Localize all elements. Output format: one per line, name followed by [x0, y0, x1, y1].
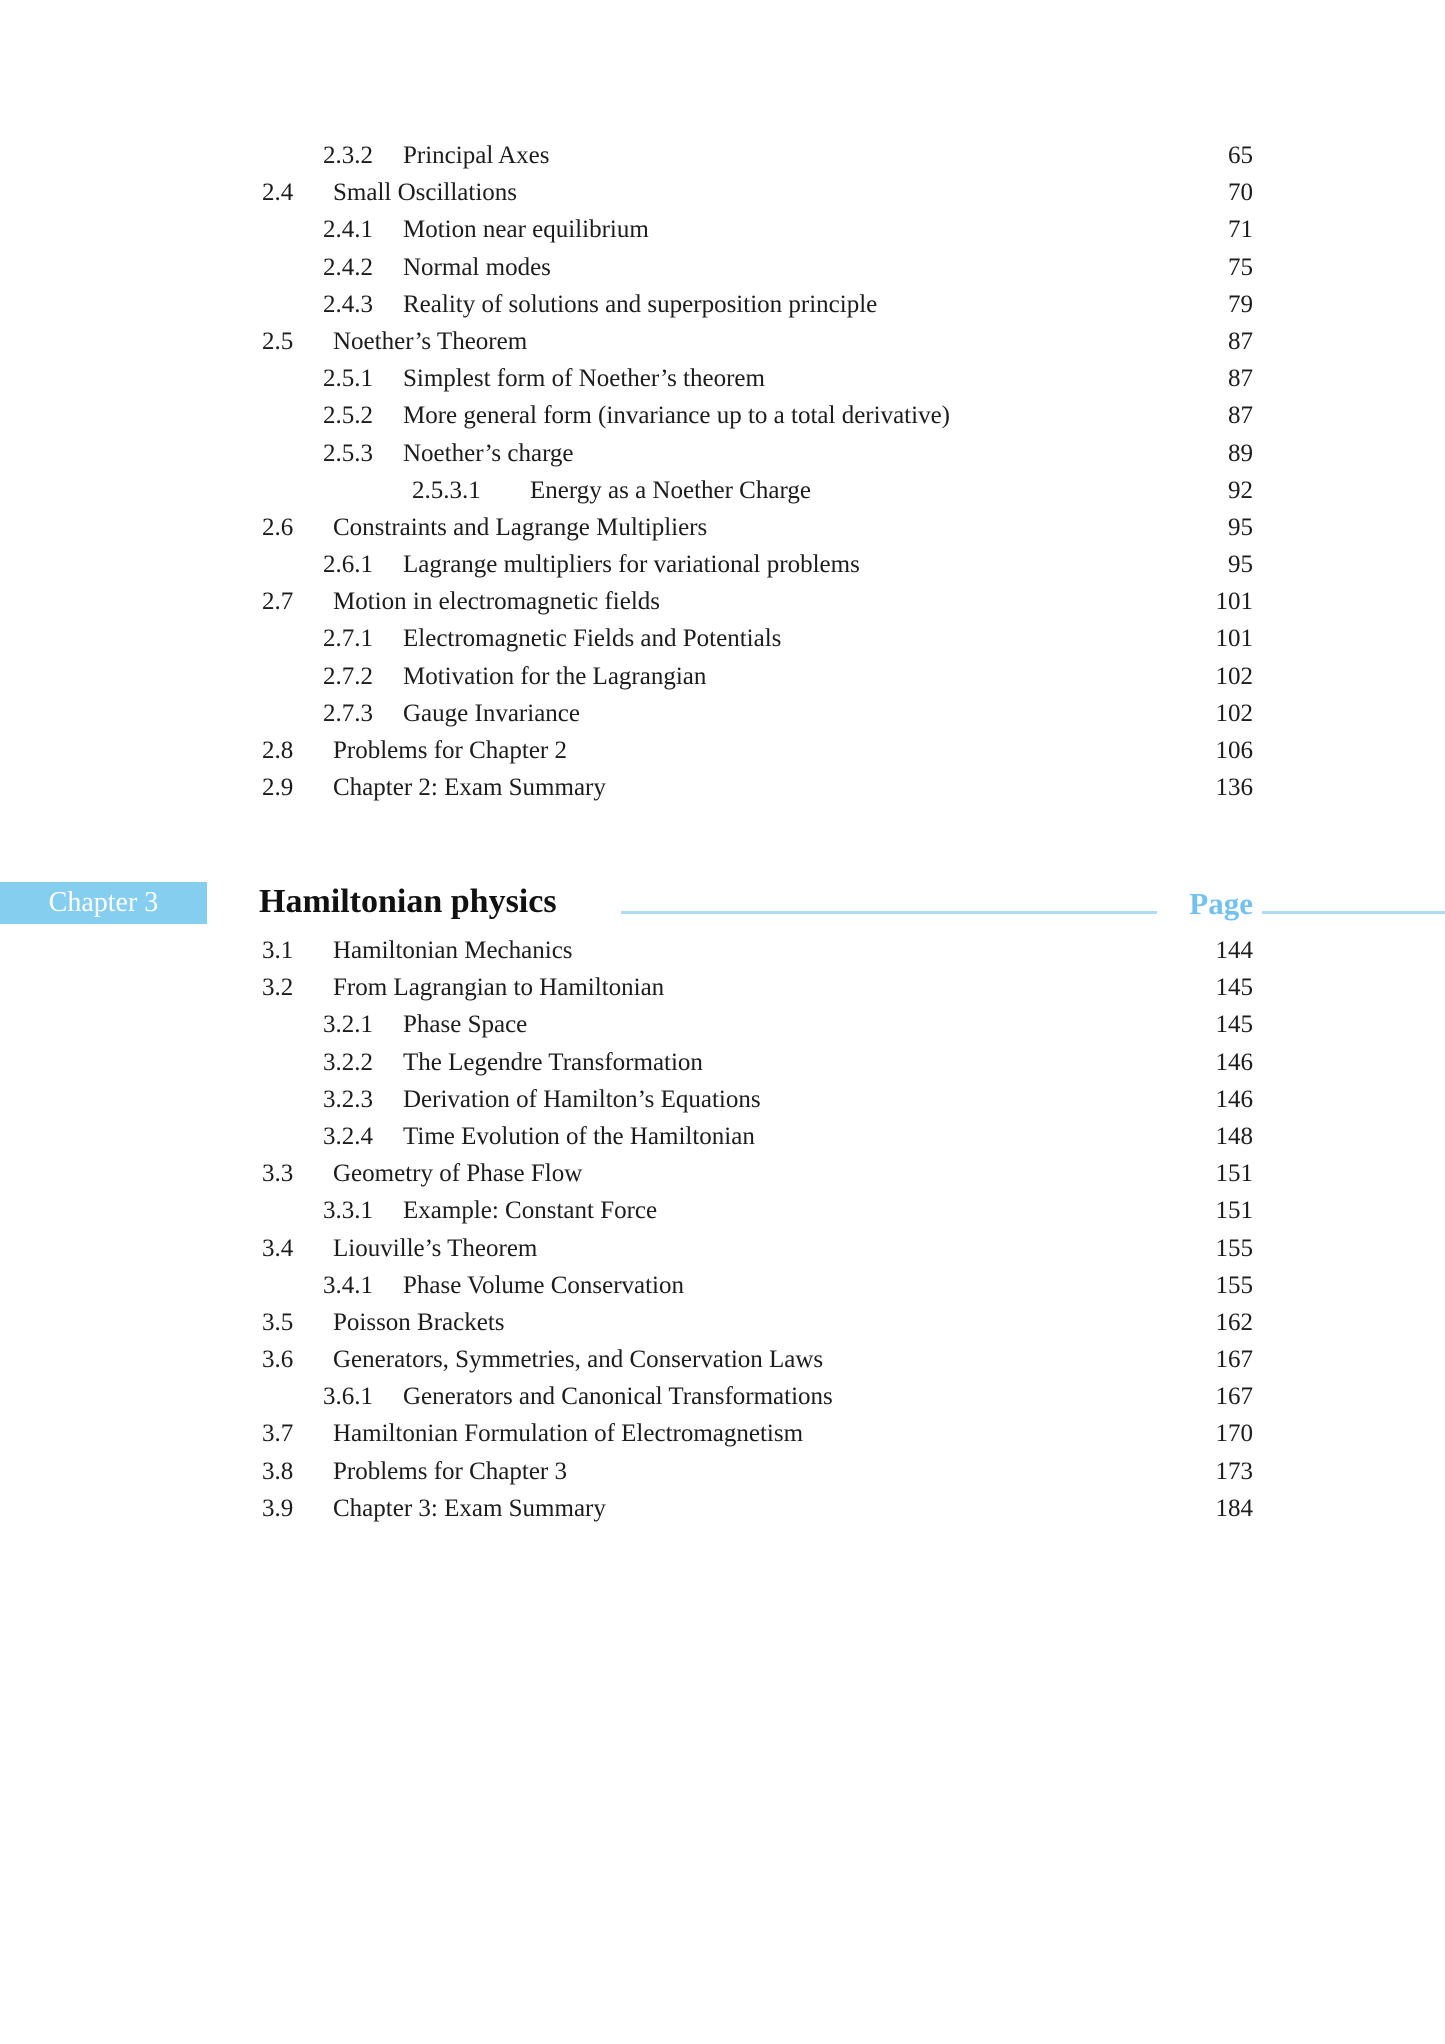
toc-entry	[0, 397, 1445, 434]
toc-entry-number: 3.6	[262, 1346, 294, 1374]
toc-entry-number: 2.5	[262, 327, 294, 355]
toc-entry-page: 92	[1228, 476, 1253, 504]
toc-entry-page: 155	[1215, 1271, 1253, 1299]
toc-entry-title: Noether’s Theorem	[333, 327, 528, 355]
toc-entry-number: 2.6	[262, 513, 294, 541]
toc-entry-page: 87	[1228, 327, 1253, 355]
toc-entry-page: 65	[1228, 142, 1253, 169]
toc-entry-page: 162	[1215, 1308, 1253, 1336]
toc-entry-page: 102	[1215, 699, 1253, 727]
toc-entry-number: 3.6.1	[323, 1383, 373, 1411]
chapter3-toc-list	[0, 932, 1445, 1527]
toc-entry-page: 146	[1215, 1085, 1253, 1113]
toc-entry-page: 167	[1215, 1383, 1253, 1411]
toc-entry-title: Normal modes	[403, 253, 551, 281]
toc-entry-title: Principal Axes	[403, 142, 550, 169]
toc-entry	[0, 1304, 1445, 1341]
toc-entry-title: Liouville’s Theorem	[333, 1234, 538, 1262]
toc-entry-title: Motion near equilibrium	[403, 216, 649, 244]
toc-entry-title: From Lagrangian to Hamiltonian	[333, 974, 665, 1002]
toc-entry-title: Gauge Invariance	[403, 699, 580, 727]
toc-entry-title: Phase Volume Conservation	[403, 1271, 685, 1299]
toc-entry	[0, 249, 1445, 286]
toc-entry	[0, 211, 1445, 248]
toc-entry-number: 2.8	[262, 737, 294, 764]
toc-entry-page: 167	[1215, 1346, 1253, 1374]
toc-entry	[0, 174, 1445, 211]
toc-entry-page: 145	[1215, 974, 1253, 1002]
toc-entry-number: 3.1	[262, 937, 294, 964]
toc-entry-title: Small Oscillations	[333, 179, 518, 207]
toc-entry-number: 2.3.2	[323, 142, 373, 169]
toc-entry	[0, 1267, 1445, 1304]
header-rule-left	[621, 911, 1157, 914]
toc-entry	[0, 583, 1445, 620]
toc-entry-page: 89	[1228, 439, 1253, 467]
toc-entry-page: 87	[1228, 365, 1253, 393]
toc-entry-title: Poisson Brackets	[333, 1308, 505, 1336]
toc-entry-title: Example: Constant Force	[403, 1197, 658, 1225]
toc-entry-number: 2.5.2	[323, 402, 373, 430]
header-rule-right	[1262, 911, 1445, 914]
toc-entry-number: 2.5.3.1	[412, 476, 481, 504]
toc-entry-number: 3.3.1	[323, 1197, 373, 1225]
toc-entry-page: 75	[1228, 253, 1253, 281]
toc-entry-number: 3.4	[262, 1234, 294, 1262]
toc-entry-page: 144	[1215, 937, 1253, 964]
toc-entry-number: 2.9	[262, 774, 294, 802]
toc-entry-title: The Legendre Transformation	[403, 1048, 703, 1076]
toc-entry-page: 184	[1215, 1494, 1253, 1522]
toc-entry	[0, 932, 1445, 969]
toc-entry-page: 102	[1215, 662, 1253, 690]
toc-entry	[0, 472, 1445, 509]
toc-entry-page: 79	[1228, 290, 1253, 318]
toc-entry	[0, 1006, 1445, 1043]
toc-entry-title: Problems for Chapter 3	[333, 1457, 567, 1485]
toc-entry-number: 3.4.1	[323, 1271, 373, 1299]
toc-entry-page: 170	[1215, 1420, 1253, 1448]
toc-entry	[0, 137, 1445, 174]
toc-entry-number: 3.5	[262, 1308, 294, 1336]
toc-entry-title: Energy as a Noether Charge	[530, 476, 811, 504]
toc-entry-page: 151	[1215, 1197, 1253, 1225]
toc-entry	[0, 509, 1445, 546]
toc-entry-page: 101	[1215, 625, 1253, 653]
toc-entry-number: 2.7.3	[323, 699, 373, 727]
toc-entry	[0, 1378, 1445, 1415]
toc-entry-page: 106	[1215, 737, 1253, 764]
toc-entry	[0, 1415, 1445, 1452]
toc-entry-page: 148	[1215, 1122, 1253, 1150]
toc-entry-title: Motivation for the Lagrangian	[403, 662, 707, 690]
toc-entry-page: 155	[1215, 1234, 1253, 1262]
toc-entry-title: Hamiltonian Mechanics	[333, 937, 573, 964]
toc-entry-title: More general form (invariance up to a total derivative)	[403, 402, 950, 430]
toc-entry-title: Noether’s charge	[403, 439, 574, 467]
toc-entry-title: Electromagnetic Fields and Potentials	[403, 625, 782, 653]
toc-entry	[0, 769, 1445, 806]
toc-entry-number: 2.4.2	[323, 253, 373, 281]
toc-entry	[0, 435, 1445, 472]
toc-entry	[0, 546, 1445, 583]
toc-entry-page: 145	[1215, 1011, 1253, 1039]
toc-entry-page: 71	[1228, 216, 1253, 244]
toc-entry	[0, 1341, 1445, 1378]
toc-entry	[0, 969, 1445, 1006]
toc-entry	[0, 323, 1445, 360]
toc-entry-page: 95	[1228, 551, 1253, 579]
toc-entry-title: Phase Space	[403, 1011, 528, 1039]
toc-entry-title: Chapter 2: Exam Summary	[333, 774, 606, 802]
chapter2-toc-list	[0, 137, 1445, 806]
toc-entry-number: 3.8	[262, 1457, 294, 1485]
chapter-badge: Chapter 3	[0, 882, 207, 924]
toc-entry-title: Reality of solutions and superposition principle	[403, 290, 878, 318]
toc-entry-number: 3.3	[262, 1160, 294, 1188]
toc-entry	[0, 360, 1445, 397]
toc-entry-page: 136	[1215, 774, 1253, 802]
toc-entry	[0, 1118, 1445, 1155]
toc-entry	[0, 1155, 1445, 1192]
toc-entry-number: 2.4.3	[323, 290, 373, 318]
toc-entry-page: 173	[1215, 1457, 1253, 1485]
chapter-title: Hamiltonian physics	[259, 883, 557, 920]
toc-entry	[0, 1081, 1445, 1118]
toc-entry-page: 146	[1215, 1048, 1253, 1076]
toc-entry-number: 3.2.3	[323, 1085, 373, 1113]
toc-entry-number: 2.7.2	[323, 662, 373, 690]
toc-entry-title: Derivation of Hamilton’s Equations	[403, 1085, 761, 1113]
toc-entry-title: Time Evolution of the Hamiltonian	[403, 1122, 755, 1150]
toc-entry-title: Constraints and Lagrange Multipliers	[333, 513, 708, 541]
toc-entry-title: Problems for Chapter 2	[333, 737, 567, 764]
toc-entry	[0, 1044, 1445, 1081]
toc-entry	[0, 620, 1445, 657]
toc-entry	[0, 1490, 1445, 1527]
toc-entry-title: Chapter 3: Exam Summary	[333, 1494, 606, 1522]
toc-entry	[0, 1230, 1445, 1267]
toc-entry-number: 3.2	[262, 974, 294, 1002]
toc-entry-number: 3.2.1	[323, 1011, 373, 1039]
toc-entry-title: Generators and Canonical Transformations	[403, 1383, 833, 1411]
toc-entry-number: 3.2.4	[323, 1122, 373, 1150]
toc-entry-number: 2.4	[262, 179, 294, 207]
toc-entry-title: Generators, Symmetries, and Conservation Laws	[333, 1346, 824, 1374]
toc-entry	[0, 286, 1445, 323]
toc-entry-number: 2.7	[262, 588, 294, 616]
toc-entry-number: 3.9	[262, 1494, 294, 1522]
toc-entry	[0, 695, 1445, 732]
toc-entry-page: 151	[1215, 1160, 1253, 1188]
toc-entry-number: 2.5.1	[323, 365, 373, 393]
toc-entry-page: 70	[1228, 179, 1253, 207]
toc-entry	[0, 658, 1445, 695]
toc-entry	[0, 732, 1445, 769]
toc-entry-title: Simplest form of Noether’s theorem	[403, 365, 765, 393]
toc-entry-number: 2.7.1	[323, 625, 373, 653]
toc-entry-number: 2.6.1	[323, 551, 373, 579]
toc-entry-page: 87	[1228, 402, 1253, 430]
toc-entry	[0, 1192, 1445, 1229]
toc-entry	[0, 1453, 1445, 1490]
toc-entry-title: Lagrange multipliers for variational problems	[403, 551, 860, 579]
toc-entry-title: Geometry of Phase Flow	[333, 1160, 583, 1188]
toc-entry-page: 95	[1228, 513, 1253, 541]
page-column-label: Page	[1189, 886, 1253, 921]
toc-entry-page: 101	[1215, 588, 1253, 616]
toc-entry-number: 3.2.2	[323, 1048, 373, 1076]
toc-entry-number: 2.4.1	[323, 216, 373, 244]
toc-entry-number: 2.5.3	[323, 439, 373, 467]
toc-entry-title: Motion in electromagnetic fields	[333, 588, 660, 616]
toc-entry-title: Hamiltonian Formulation of Electromagnetism	[333, 1420, 804, 1448]
toc-entry-number: 3.7	[262, 1420, 294, 1448]
